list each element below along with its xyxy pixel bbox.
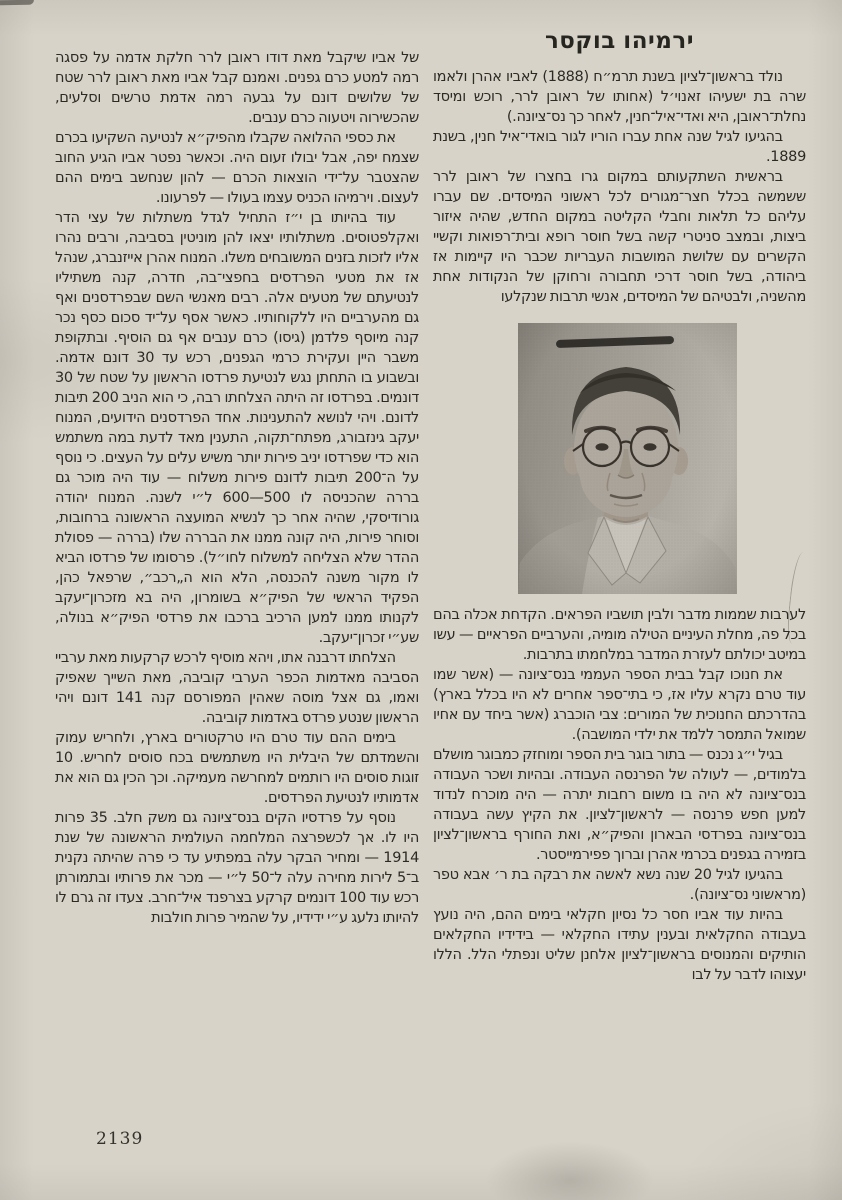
paragraph: בהגיעו לגיל 20 שנה נשא לאשה את רבקה בת ר׳ אבא טפר (מראשוני נס־ציונה). xyxy=(433,867,806,903)
scan-smudge-top-left xyxy=(0,0,34,5)
paragraph: בהגיעו לגיל שנה אחת עברו הוריו לגור בואדי־איל חנין, בשנת 1889. xyxy=(433,129,806,165)
paragraph: בראשית השתקעותם במקום גרו בחצרו של ראובן לרר ששמשה בכלל חצר־מגורים לכל ראשוני המיסדים. שם עברו עליהם כל תלאות וחבלי הקליטה במקום החדש, שהיה איזור ביצות, ובמצב סניטרי קשה בשל חוסר רופא ובית־רפואות וקשיי הקשרים עם שלושת המושבות העבריות שכבר היו קיימות אז ביהודה, בשל חוסר דרכי תחבורה ורחוקן של הנקודות אחת מהשניה, ולבטיהם של המיסדים, אנשי תרבות שנקלעו xyxy=(433,169,806,305)
paragraph: בגיל י״ג נכנס — בתור בוגר בית הספר ומוחזק כמבוגר מושלם בלמודים, — לעולה של הפרנסה העבודה. ובהיות ושכר העבודה בנס־ציונה לא היה בו משום רחבות יתרה — היה מוכרח לנדוד למען חפש פרנסה — לראשון־לציון. את הקיץ עשה בעבודה בנס־ציונה בפרדסי הבארון והפיק״א, ואת החורף בראשון־לציון בזמירה בגפנים בכרמי אהרן וברוך פפירמייסטר. xyxy=(433,747,806,863)
column-left xyxy=(55,48,419,928)
column-right xyxy=(433,28,806,985)
paragraph: בהיות עוד אביו חסר כל נסיון חקלאי בימים ההם, היה נועץ בעבודה החקלאית ובענין עתידו החקלאי — בידידיו החקלאים הותיקים והמנוסים בראשון־לציון אלחנן שליט ונפתלי הלל. הללו יעצוהו לדבר על לבו xyxy=(433,907,806,983)
paragraph: לערבות שממות מדבר ולבין תושביו הפראים. הקדחת אכלה בהם בכל פה, מחלת העיניים הטילה מומיה, והערביים הפראיים — עשו במיטב יכולתם לעזרת המדבר במלחמתו בתרבות. xyxy=(433,607,806,663)
entry-title: ירמיהו בוקסר xyxy=(544,28,695,54)
paragraph: הצלחתו דרבנה אתו, ויהא מוסיף לרכש קרקעות מאת ערביי הסביבה מאדמות הכפר הערבי קוביבה, מאת השייך שאפיק ואמו, גם אצל מוסה שאהין המפורסם קנה 141 דונם ויהי הראשון שנטע פרדס באדמות קוביבה. xyxy=(55,650,420,726)
paragraph: נוסף על פרדסיו הקים בנס־ציונה גם משק חלב. 35 פרות היו לו. אך לכשפרצה המלחמה העולמית הראשונה של שנת 1914 — ומחיר הבקר עלה במפתיע עד כי פרה שהיתה נקנית ב־5 לירות מחירה עלה ל־50 ל״י — מכר את פרותיו ובתמורתן רכש עוד 100 דונמים קרקע בצרפנד איל־חרב. צעדו זה גרם לו להיותו נלעג ע״י ידידיו, על שהמיר פרות חולבות xyxy=(55,810,419,926)
portrait-photo xyxy=(518,323,737,594)
paragraph: את חנוכו קבל בבית הספר העממי בנס־ציונה — (אשר שמו עוד טרם נקרא עליו אז, כי בתי־ספר אחרים לא היו בכלל בארץ) בהדרכתם החנוכית של המורים: צבי הוכברג (אשר ביחד עם אחיו שמואל התמסר ללמד את ילדי המושבה). xyxy=(433,667,806,743)
paragraph: של אביו שיקבל מאת דודו ראובן לרר חלקת אדמה על פסגה רמה למטע כרם גפנים. ואמנם קבל אביו מאת ראובן לרר שטח של שלושים דונם על גבעה רמה אדמת טרשים וסלעים, שהכשירוה ויטעוה כרם ענבים. xyxy=(55,50,419,126)
portrait-photo-graphic xyxy=(518,323,737,594)
paragraph: בימים ההם עוד טרם היו טרקטורים בארץ, ולחריש עמוק והשמדתם של היבלית היו משתמשים בכח סוסים לחריש. 10 זוגות סוסים היו רותמים למחרשה מעמיקה. וכך הכין גם הוא את אדמותיו לנטיעת הפרדסים. xyxy=(55,730,419,806)
page-number: 2139 xyxy=(96,1129,144,1149)
paragraph: נולד בראשון־לציון בשנת תרמ״ח (1888) לאביו אהרן ולאמו שרה בת ישעיהו זאנוי׳ל (אחותו של ראובן לרר, רוכש ומיסד נחלת־ראובן, היא ואדי־איל־חנין, לאחר כך נס־ציונה.) xyxy=(433,69,806,125)
paragraph: עוד בהיותו בן י״ז התחיל לגדל משתלות של עצי הדר ואקלפטוסים. משתלותיו יצאו להן מוניטין בסביבה, ורבים נהרו אליו לזכות בזנים המשובחים משלו. המנוח אהרן אייזנברג, שנהל אז את מטעי הפרדסים בחפצי־בה, חדרה, קנה משתיליו לנטיעתם של מטעים אלה. רבים מאנשי השם שבפרדסנים ואף גם מהערביים היו ללקוחותיו. כאשר אסף על־יד סכום כסף נכר קנה מיוסף פלדמן (גיסו) כרם ענבים אף גם הוסיף. ובתקופת משבר היין ועקירת כרמי הגפנים, רכש עד 30 דונם אדמה. ובשבוע בו התחתן נגש לנטיעת פרדסו הראשון על שטח של 30 דונמים. בפרדסו זה היתה הצלחתו רבה, כי הוא הניב 200 תיבות לדונם. ויהי לנושא להתענינות. אחד הפרדסנים הידועים, המנוח יעקב גינזבורג, מפתח־תקוה, התענין מאד לדעת במה משתמש הוא כדי שפרדסו יניב פירות יותר משיש עלים על העצים. כי נוסף על ה־200 תיבות לדונם פירות משלוח — עוד היה מוכר גם בררה שהכניסה לו 500—600 ל״י לשנה. המנוח יהודה גורודיסקי, שהיה אחר כך לנשיא המועצה הראשונה ברחובות, וסוחר פירות, היה קונה ממנו את הבררה שלו (בררה — פסולת ההדר שלא הצליחה למשלוח לחו״ל). פרסומו של פרדסו הביא לו מקור משנה להכנסה, הלא הוא ה„רכב״, שרפאל כהן, הפקיד הראשי של הפיק״א בשומרון, היה בא מזכרון־יעקב לקנותו ממנו למען הרכיב ברכבו את פרדסי הפיק״א בנולה, שע״י זכרון־יעקב. xyxy=(55,210,419,646)
paragraph: את כספי ההלואה שקבלו מהפיק״א לנטיעה השקיעו בכרם שצמח יפה, אבל יבולו זעום היה. וכאשר נפטר אביו הגיע החוב שהצטבר על־ידי הוצאות הכרם — להון שנחשב בימים ההם לעצום. וירמיהו הכניס עצמו בעולו — לפרעונו. xyxy=(55,130,419,206)
